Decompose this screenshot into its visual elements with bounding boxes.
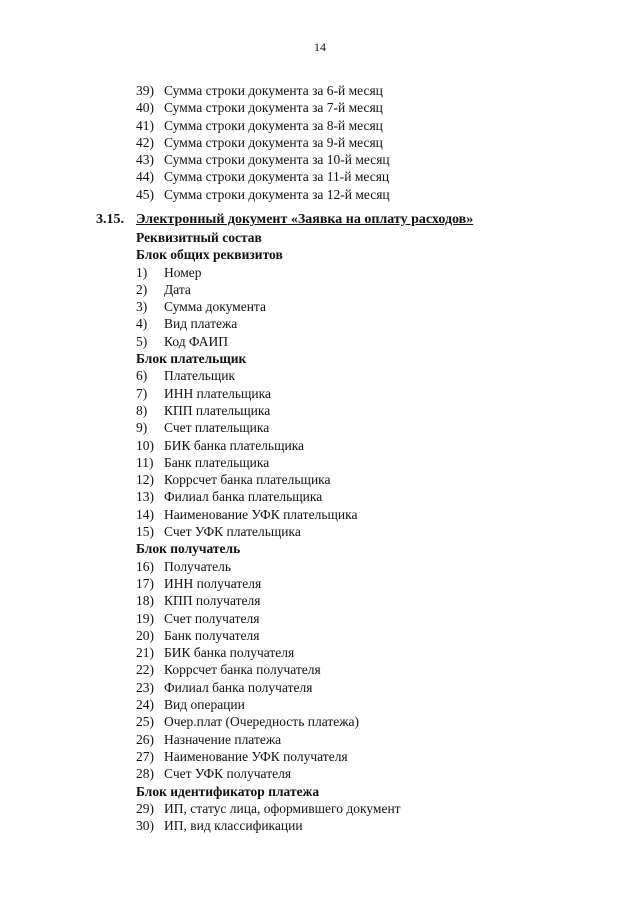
item-number: 5) <box>136 333 148 349</box>
item-number: 21) <box>136 645 154 661</box>
list-item <box>136 151 390 168</box>
item-text: Сумма строки документа за 10-й месяц <box>164 152 390 168</box>
item-number: 12) <box>136 472 154 488</box>
item-number: 25) <box>136 714 154 730</box>
list-item <box>136 731 401 748</box>
item-text: БИК банка получателя <box>164 645 295 661</box>
item-number: 43) <box>136 152 154 168</box>
list-item <box>136 134 390 151</box>
block-items-list <box>136 367 401 540</box>
item-text: Сумма строки документа за 12-й месяц <box>164 186 390 202</box>
blocks-container <box>136 246 401 834</box>
item-text: Филиал банка получателя <box>164 679 313 695</box>
item-text: Получатель <box>164 558 232 574</box>
list-item <box>136 419 401 436</box>
item-number: 6) <box>136 368 148 384</box>
item-text: Очер.плат (Очередность платежа) <box>164 714 360 730</box>
list-item <box>136 575 401 592</box>
list-item <box>136 385 401 402</box>
item-text: ИП, статус лица, оформившего документ <box>164 800 401 816</box>
requisite-block <box>136 540 401 782</box>
item-number: 19) <box>136 610 154 626</box>
item-number: 41) <box>136 117 154 133</box>
item-text: КПП плательщика <box>164 402 271 418</box>
list-item <box>136 99 390 116</box>
item-text: КПП получателя <box>164 593 261 609</box>
item-number: 16) <box>136 558 154 574</box>
item-text: Сумма документа <box>164 299 266 315</box>
block-items-list <box>136 264 401 350</box>
item-number: 18) <box>136 593 154 609</box>
item-number: 9) <box>136 420 148 436</box>
section-title: Электронный документ «Заявка на оплату расходов» <box>136 212 474 227</box>
item-number: 4) <box>136 316 148 332</box>
item-text: Банк получателя <box>164 627 260 643</box>
item-number: 3) <box>136 299 148 315</box>
block-items-list <box>136 800 401 835</box>
list-item <box>136 523 401 540</box>
requisite-block <box>136 350 401 540</box>
section-subtitle: Реквизитный состав <box>136 230 262 245</box>
list-item <box>136 696 401 713</box>
item-number: 7) <box>136 385 148 401</box>
item-text: ИП, вид классификации <box>164 818 303 834</box>
list-item <box>136 558 401 575</box>
requisite-block <box>136 783 401 835</box>
item-number: 15) <box>136 524 154 540</box>
previous-items-list <box>136 82 390 203</box>
block-title: Блок идентификатор платежа <box>136 783 320 799</box>
item-text: Вид операции <box>164 697 245 713</box>
item-number: 11) <box>136 454 154 470</box>
list-item <box>136 117 390 134</box>
list-item <box>136 298 401 315</box>
item-text: Сумма строки документа за 8-й месяц <box>164 117 383 133</box>
item-text: Банк плательщика <box>164 454 270 470</box>
list-item <box>136 644 401 661</box>
item-number: 44) <box>136 169 154 185</box>
item-number: 8) <box>136 402 148 418</box>
item-text: ИНН получателя <box>164 575 262 591</box>
item-text: Код ФАИП <box>164 333 228 349</box>
item-number: 10) <box>136 437 154 453</box>
list-item <box>136 713 401 730</box>
block-items-list <box>136 558 401 783</box>
block-title: Блок плательщик <box>136 351 247 367</box>
list-item <box>136 661 401 678</box>
item-number: 14) <box>136 506 154 522</box>
item-text: Счет плательщика <box>164 420 270 436</box>
list-item <box>136 82 390 99</box>
item-text: Дата <box>164 281 191 297</box>
list-item <box>136 488 401 505</box>
item-number: 2) <box>136 281 148 297</box>
item-number: 1) <box>136 264 148 280</box>
item-number: 28) <box>136 766 154 782</box>
list-item <box>136 592 401 609</box>
item-number: 22) <box>136 662 154 678</box>
item-text: Сумма строки документа за 11-й месяц <box>164 169 390 185</box>
item-text: Счет УФК плательщика <box>164 524 301 540</box>
item-number: 42) <box>136 134 154 150</box>
item-number: 27) <box>136 748 154 764</box>
list-item <box>136 402 401 419</box>
item-text: Наименование УФК плательщика <box>164 506 358 522</box>
requisite-block <box>136 246 401 350</box>
item-number: 40) <box>136 100 154 116</box>
list-item <box>136 437 401 454</box>
item-text: БИК банка плательщика <box>164 437 305 453</box>
item-text: Вид платежа <box>164 316 238 332</box>
item-number: 26) <box>136 731 154 747</box>
list-item <box>136 765 401 782</box>
list-item <box>136 454 401 471</box>
block-title: Блок получатель <box>136 541 241 557</box>
item-text: Назначение платежа <box>164 731 282 747</box>
item-number: 13) <box>136 489 154 505</box>
item-text: ИНН плательщика <box>164 385 271 401</box>
list-item <box>136 817 401 834</box>
item-number: 30) <box>136 818 154 834</box>
item-number: 17) <box>136 575 154 591</box>
list-item <box>136 264 401 281</box>
block-title: Блок общих реквизитов <box>136 247 283 263</box>
item-text: Сумма строки документа за 7-й месяц <box>164 100 383 116</box>
list-item <box>136 748 401 765</box>
list-item <box>136 471 401 488</box>
item-text: Коррсчет банка плательщика <box>164 472 331 488</box>
item-text: Счет получателя <box>164 610 260 626</box>
list-item <box>136 610 401 627</box>
item-number: 23) <box>136 679 154 695</box>
item-text: Плательщик <box>164 368 236 384</box>
item-text: Наименование УФК получателя <box>164 748 348 764</box>
section-content <box>136 229 401 834</box>
item-text: Коррсчет банка получателя <box>164 662 321 678</box>
list-item <box>136 679 401 696</box>
item-number: 29) <box>136 800 154 816</box>
item-text: Сумма строки документа за 9-й месяц <box>164 134 383 150</box>
item-number: 39) <box>136 83 154 98</box>
section-heading <box>96 211 473 229</box>
item-text: Филиал банка плательщика <box>164 489 323 505</box>
list-item <box>136 333 401 350</box>
item-number: 45) <box>136 186 154 202</box>
list-item <box>136 367 401 384</box>
list-item <box>136 627 401 644</box>
list-item <box>136 186 390 203</box>
list-item <box>136 315 401 332</box>
section-number: 3.15. <box>96 212 124 227</box>
item-number: 24) <box>136 697 154 713</box>
list-item <box>136 168 390 185</box>
list-item <box>136 281 401 298</box>
page-number: 14 <box>314 40 326 54</box>
list-item <box>136 506 401 523</box>
list-item <box>136 800 401 817</box>
item-text: Номер <box>164 264 202 280</box>
item-number: 20) <box>136 627 154 643</box>
item-text: Счет УФК получателя <box>164 766 292 782</box>
item-text: Сумма строки документа за 6-й месяц <box>164 83 383 98</box>
